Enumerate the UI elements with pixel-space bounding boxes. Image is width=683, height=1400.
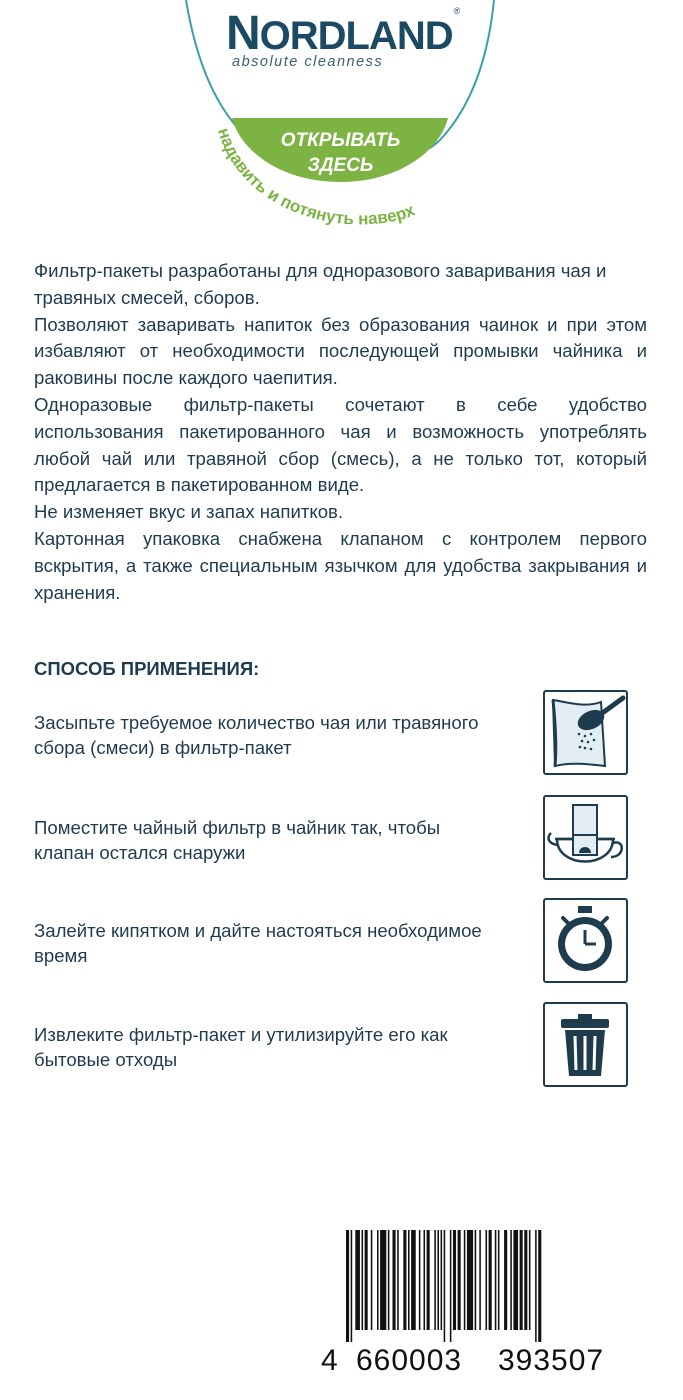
registered-mark: ® [453, 6, 460, 16]
step-4-text: Извлеките фильтр-пакет и утилизируйте его как бытовые отходы [34, 1024, 448, 1070]
barcode-bar [362, 1230, 364, 1330]
barcode-bar [393, 1230, 396, 1330]
barcode-bar [479, 1230, 481, 1330]
barcode-bar [450, 1230, 452, 1342]
arc-instruction-text: надавить и потянуть наверх [214, 125, 418, 229]
barcode-bar [411, 1230, 416, 1330]
barcode-bar [408, 1230, 410, 1330]
barcode-group-right: 393507 [498, 1344, 605, 1377]
barcode-bar [458, 1230, 461, 1330]
open-label-line2: ЗДЕСЬ [307, 155, 374, 176]
barcode-bar [504, 1230, 507, 1330]
barcode-bar [475, 1230, 477, 1330]
barcode-bar [437, 1230, 439, 1330]
barcode-bar [529, 1230, 531, 1330]
step-1-text: Засыпьте требуемое количество чая или травяного сбора (смеси) в фильтр-пакет [34, 712, 479, 758]
step-3-text: Залейте кипятком и дайте настояться необходимое время [34, 920, 482, 966]
barcode-bar [489, 1230, 492, 1330]
barcode-bar [441, 1230, 443, 1330]
teapot-filter-icon [543, 795, 628, 880]
barcode-bar [510, 1230, 512, 1330]
spoon-pouring-icon [543, 690, 628, 775]
barcode-bar [453, 1230, 456, 1330]
barcode-bar [495, 1230, 497, 1330]
step-2-text: Поместите чайный фильтр в чайник так, чтобы клапан остался снаружи [34, 817, 441, 863]
barcode-bar [486, 1230, 488, 1330]
logo-first-letter: N [226, 7, 260, 60]
barcode-bar [380, 1230, 386, 1330]
barcode-bar [498, 1230, 500, 1330]
barcode-bar [397, 1230, 399, 1330]
barcode-group-left: 660003 [356, 1344, 463, 1377]
logo-tagline: absolute cleanness [232, 54, 384, 70]
barcode-bar [419, 1230, 421, 1330]
description-paragraph: Фильтр-пакеты разработаны для одноразового заваривания чая и травяных смесей, сборов. [34, 260, 607, 308]
product-description [34, 258, 647, 606]
usage-title: СПОСОБ ПРИМЕНЕНИЯ: [34, 658, 260, 679]
barcode-bar [520, 1230, 523, 1330]
barcode-bar [351, 1230, 353, 1342]
open-label-line1: ОТКРЫВАТЬ [280, 130, 401, 151]
barcode-bar [538, 1230, 541, 1342]
barcode-bar [424, 1230, 426, 1330]
barcode-bar [434, 1230, 436, 1330]
description-paragraph: Картонная упаковка снабжена клапаном с контролем первого вскрытия, а также специальным язычком для удобства закрывания и хранения. [34, 527, 647, 603]
barcode [320, 1230, 640, 1345]
description-paragraph: Одноразовые фильтр-пакеты сочетают в себе удобство использования пакетированного чая и возможность употреблять любой чай или травяной сбор (смесь), а не только тот, который предлагается в пакетированном виде. [34, 393, 647, 496]
barcode-bar [535, 1230, 537, 1342]
open-here-label[interactable] [248, 128, 433, 178]
barcode-bar [346, 1230, 349, 1342]
barcode-bar [444, 1230, 446, 1342]
barcode-bar [464, 1230, 466, 1330]
brand-logo [226, 6, 460, 61]
trash-bin-icon [543, 1002, 628, 1087]
barcode-bar [403, 1230, 406, 1330]
barcode-bar [467, 1230, 473, 1330]
barcode-bar [388, 1230, 390, 1330]
description-paragraph: Позволяют заваривать напиток без образования чаинок и при этом избавляют от необходимости последующей промывки чайника и раковины после каждого чаепития. [34, 313, 647, 389]
stopwatch-icon [543, 898, 628, 983]
barcode-bar [355, 1230, 360, 1330]
barcode-bar [377, 1230, 379, 1330]
logo-wordmark-rest: ORDLAND [259, 14, 453, 58]
barcode-bar [513, 1230, 518, 1330]
barcode-digit-first: 4 [321, 1344, 338, 1377]
description-paragraph: Не изменяет вкус и запах напитков. [34, 501, 344, 523]
barcode-bar [427, 1230, 430, 1330]
barcode-bar [524, 1230, 527, 1330]
barcode-bar [371, 1230, 373, 1330]
barcode-bar [365, 1230, 368, 1330]
